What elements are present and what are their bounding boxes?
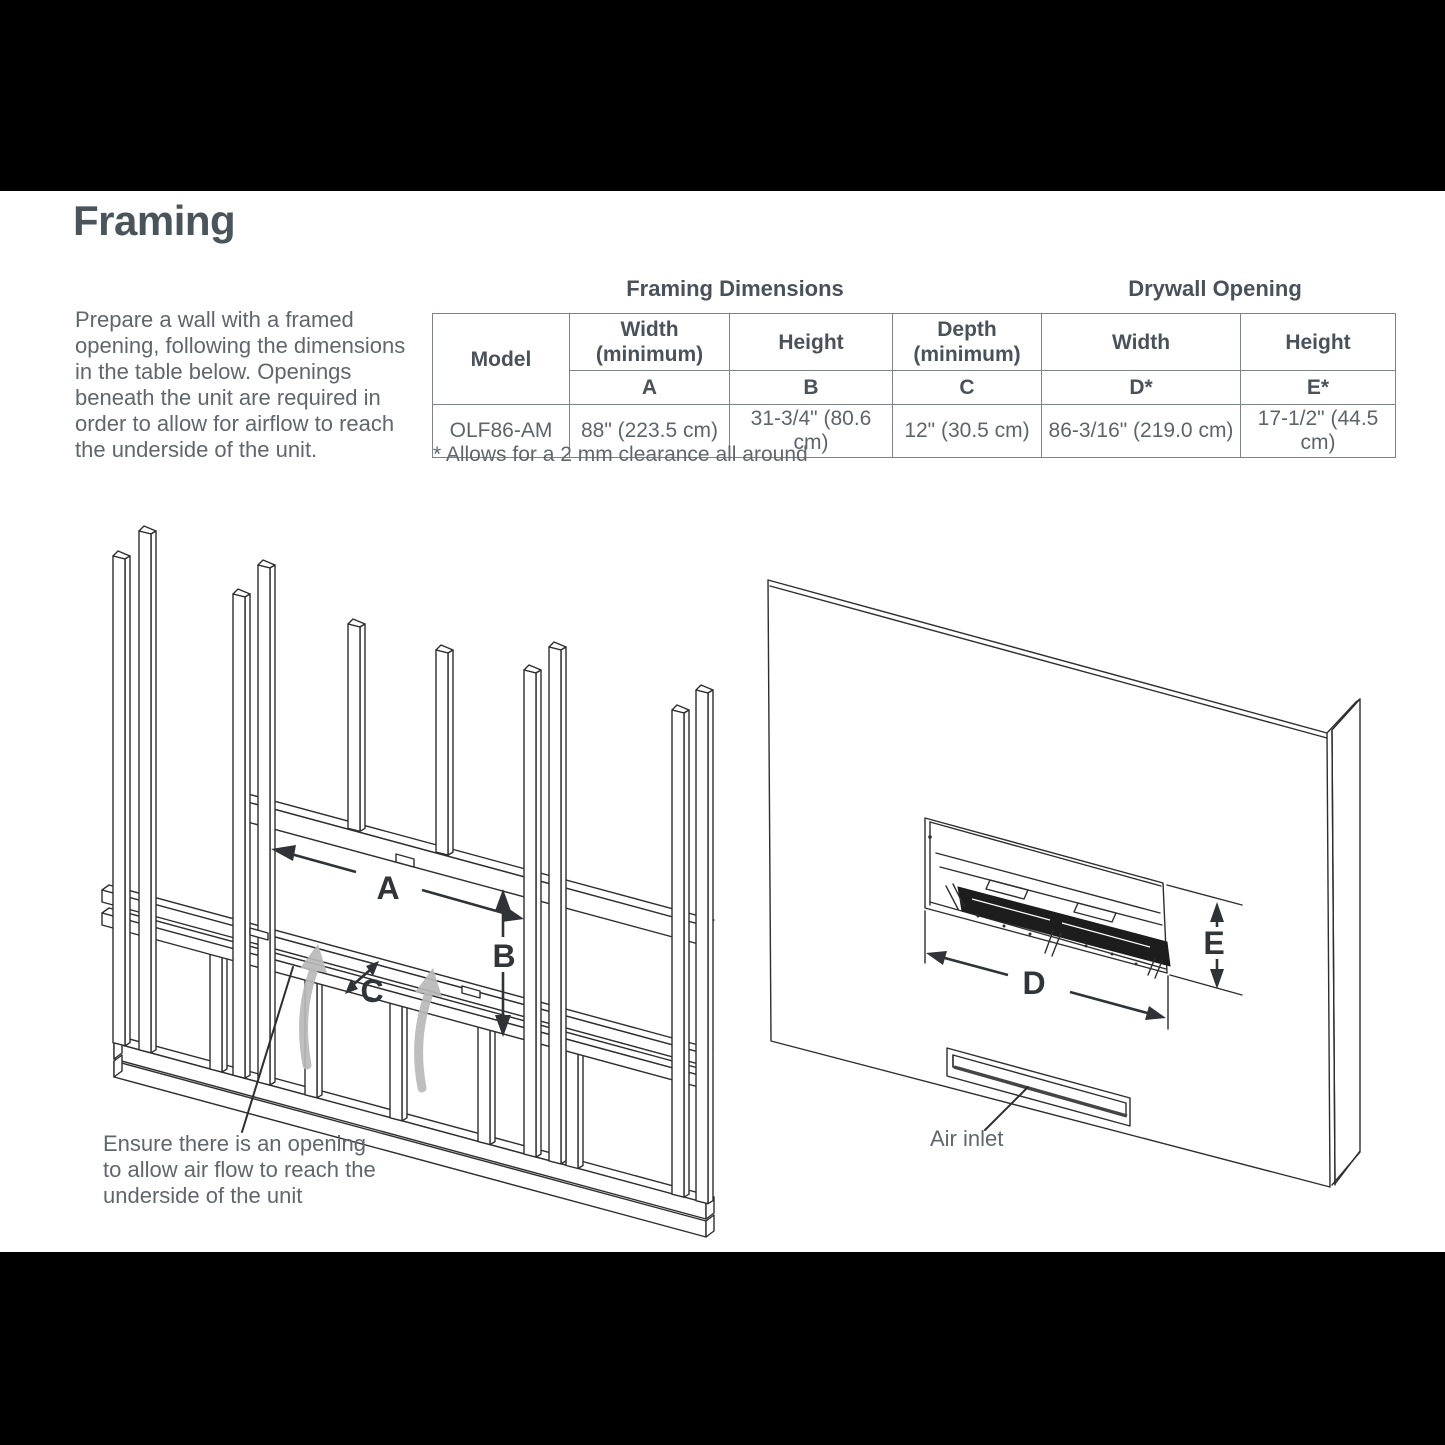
table-code-row xyxy=(433,371,1396,405)
cell-width-min: 88" (223.5 cm) xyxy=(570,405,730,458)
airflow-note: Ensure there is an opening to allow air flow to reach the underside of the unit xyxy=(103,1131,376,1208)
col-header-width: Width xyxy=(1042,314,1241,371)
dim-label-a: A xyxy=(376,870,400,906)
page-title: Framing xyxy=(73,197,236,244)
col-header-depth-min: Depth (minimum) xyxy=(893,314,1042,371)
col-code-d: D* xyxy=(1042,371,1241,405)
cell-height-2: 17-1/2" (44.5 cm) xyxy=(1241,405,1396,458)
dim-label-b: B xyxy=(492,938,516,974)
cell-model: OLF86-AM xyxy=(433,405,570,458)
col-header-height: Height xyxy=(730,314,893,371)
dim-label-d: D xyxy=(1022,965,1046,1001)
table-group-header-drywall-opening: Drywall Opening xyxy=(1128,276,1302,301)
col-code-a: A xyxy=(570,371,730,405)
letterbox-bottom xyxy=(0,1252,1445,1445)
col-header-model: Model xyxy=(433,314,570,405)
dim-label-c: C xyxy=(360,973,384,1009)
cell-depth-min: 12" (30.5 cm) xyxy=(893,405,1042,458)
table-footnote: * Allows for a 2 mm clearance all around xyxy=(433,443,808,466)
dimensions-table xyxy=(432,313,1396,458)
col-header-width-min: Width (minimum) xyxy=(570,314,730,371)
cell-height: 31-3/4" (80.6 cm) xyxy=(730,405,893,458)
table-header-row xyxy=(433,314,1396,371)
col-code-e: E* xyxy=(1241,371,1396,405)
intro-paragraph: Prepare a wall with a framed opening, following the dimensions in the table below. Openings beneath the unit are required in order to allow for airflow to reach the underside of the unit. xyxy=(75,307,406,462)
dim-label-e: E xyxy=(1203,925,1225,961)
air-inlet-label: Air inlet xyxy=(930,1126,1004,1151)
header-beam xyxy=(240,794,714,946)
col-code-b: B xyxy=(730,371,893,405)
letterbox-top xyxy=(0,0,1445,191)
drywall-diagram xyxy=(750,550,1445,1250)
col-header-height-2: Height xyxy=(1241,314,1396,371)
table-group-header-framing-dimensions: Framing Dimensions xyxy=(626,276,844,301)
cell-width: 86-3/16" (219.0 cm) xyxy=(1042,405,1241,458)
col-code-c: C xyxy=(893,371,1042,405)
